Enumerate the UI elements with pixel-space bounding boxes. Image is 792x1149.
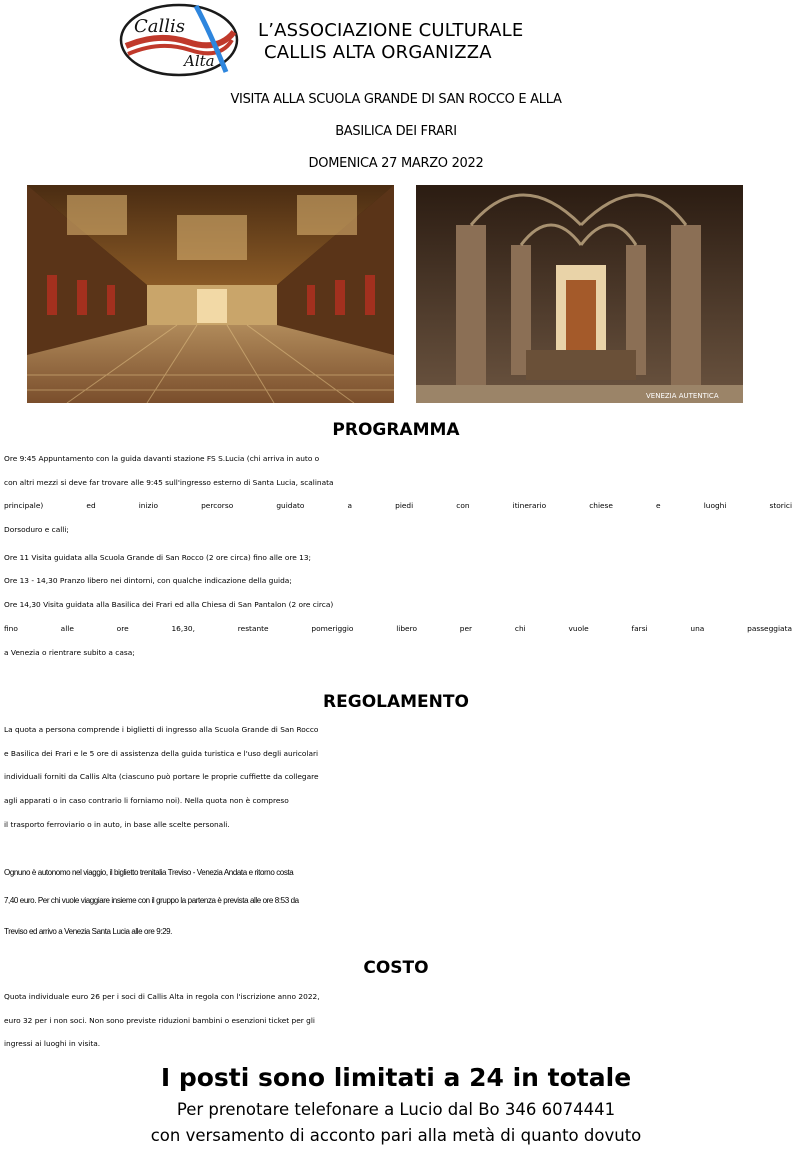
travel-line: 7,40 euro. Per chi vuole viaggiare insieme con il gruppo la partenza è prevista alle ore 8:53 da — [4, 896, 299, 905]
costo-line: euro 32 per i non soci. Non sono previste riduzioni bambini o esenzioni ticket per gli — [4, 1015, 315, 1025]
programma-line: Dorsoduro e calli; — [4, 525, 69, 535]
venezia-autentica-watermark: VENEZIA AUTENTICA — [646, 392, 719, 400]
deposit-note: con versamento di acconto pari alla metà di quanto dovuto — [150, 1126, 642, 1145]
organizer-header — [258, 20, 523, 64]
scuola-san-rocco-photo — [27, 185, 394, 403]
title-line-1: VISITA ALLA SCUOLA GRANDE DI SAN ROCCO E ALLA — [230, 92, 562, 107]
programma-line: principale) ed inizio percorso guidato a piedi con itinerario chiese e luoghi storici — [4, 501, 792, 511]
programma-line: Ore 9:45 Appuntamento con la guida davanti stazione FS S.Lucia (chi arriva in auto o — [4, 454, 320, 463]
costo-section — [4, 985, 792, 1056]
travel-line: Treviso ed arrivo a Venezia Santa Lucia alle ore 9:29. — [4, 927, 172, 936]
programma-line: a Venezia o rientrare subito a casa; — [4, 647, 135, 657]
programma-line: Ore 11 Visita guidata alla Scuola Grande di San Rocco (2 ore circa) fino alle ore 13; — [4, 552, 312, 562]
logo-text-alta: Alta — [184, 52, 215, 70]
regolamento-line: e Basilica dei Frari e le 5 ore di assistenza della guida turistica e l'uso degli auricolari — [4, 748, 319, 758]
programma-line: fino alle ore 16,30, restante pomeriggio libero per chi vuole farsi una passeggiata — [4, 623, 792, 633]
regolamento-line: La quota a persona comprende i biglietti di ingresso alla Scuola Grande di San Rocco — [4, 725, 319, 734]
programma-heading: PROGRAMMA — [332, 420, 460, 440]
travel-line: Ognuno è autonomo nel viaggio, il biglietto trenitalia Treviso - Venezia Andata e ritorno costa — [4, 868, 294, 877]
basilica-frari-photo — [416, 185, 743, 403]
title-date: DOMENICA 27 MARZO 2022 — [308, 156, 484, 171]
travel-info — [4, 860, 792, 947]
regolamento-section — [4, 718, 792, 836]
programma-section — [4, 447, 792, 664]
programma-line: Ore 13 - 14,30 Pranzo libero nei dintorni, con qualche indicazione della guida; — [4, 576, 292, 586]
callis-alta-logo — [118, 2, 240, 78]
title-line-2: BASILICA DEI FRARI — [335, 124, 457, 139]
regolamento-line: il trasporto ferroviario o in auto, in base alle scelte personali. — [4, 819, 230, 829]
regolamento-heading: REGOLAMENTO — [323, 692, 469, 712]
limited-places-notice: I posti sono limitati a 24 in totale — [160, 1063, 632, 1092]
programma-line: Ore 14,30 Visita guidata alla Basilica dei Frari ed alla Chiesa di San Pantalon (2 ore circa) — [4, 600, 334, 610]
organizer-line-1: L’ASSOCIAZIONE CULTURALE — [258, 20, 524, 41]
regolamento-line: agli apparati o in caso contrario li forniamo noi). Nella quota non è compreso — [4, 796, 289, 806]
programma-line: con altri mezzi si deve far trovare alle 9:45 sull'ingresso esterno di Santa Lucia, scalinata — [4, 477, 334, 487]
costo-heading: COSTO — [363, 958, 429, 978]
logo-text-callis: Callis — [134, 16, 186, 37]
organizer-line-2: CALLIS ALTA ORGANIZZA — [264, 42, 492, 63]
regolamento-line: individuali forniti da Callis Alta (ciascuno può portare le proprie cuffiette da collegare — [4, 772, 319, 782]
booking-contact: Per prenotare telefonare a Lucio dal Bo 346 6074441 — [176, 1100, 616, 1119]
costo-line: Quota individuale euro 26 per i soci di Callis Alta in regola con l'iscrizione anno 2022, — [4, 992, 320, 1001]
costo-line: ingressi ai luoghi in visita. — [4, 1039, 101, 1049]
event-title — [0, 84, 792, 180]
